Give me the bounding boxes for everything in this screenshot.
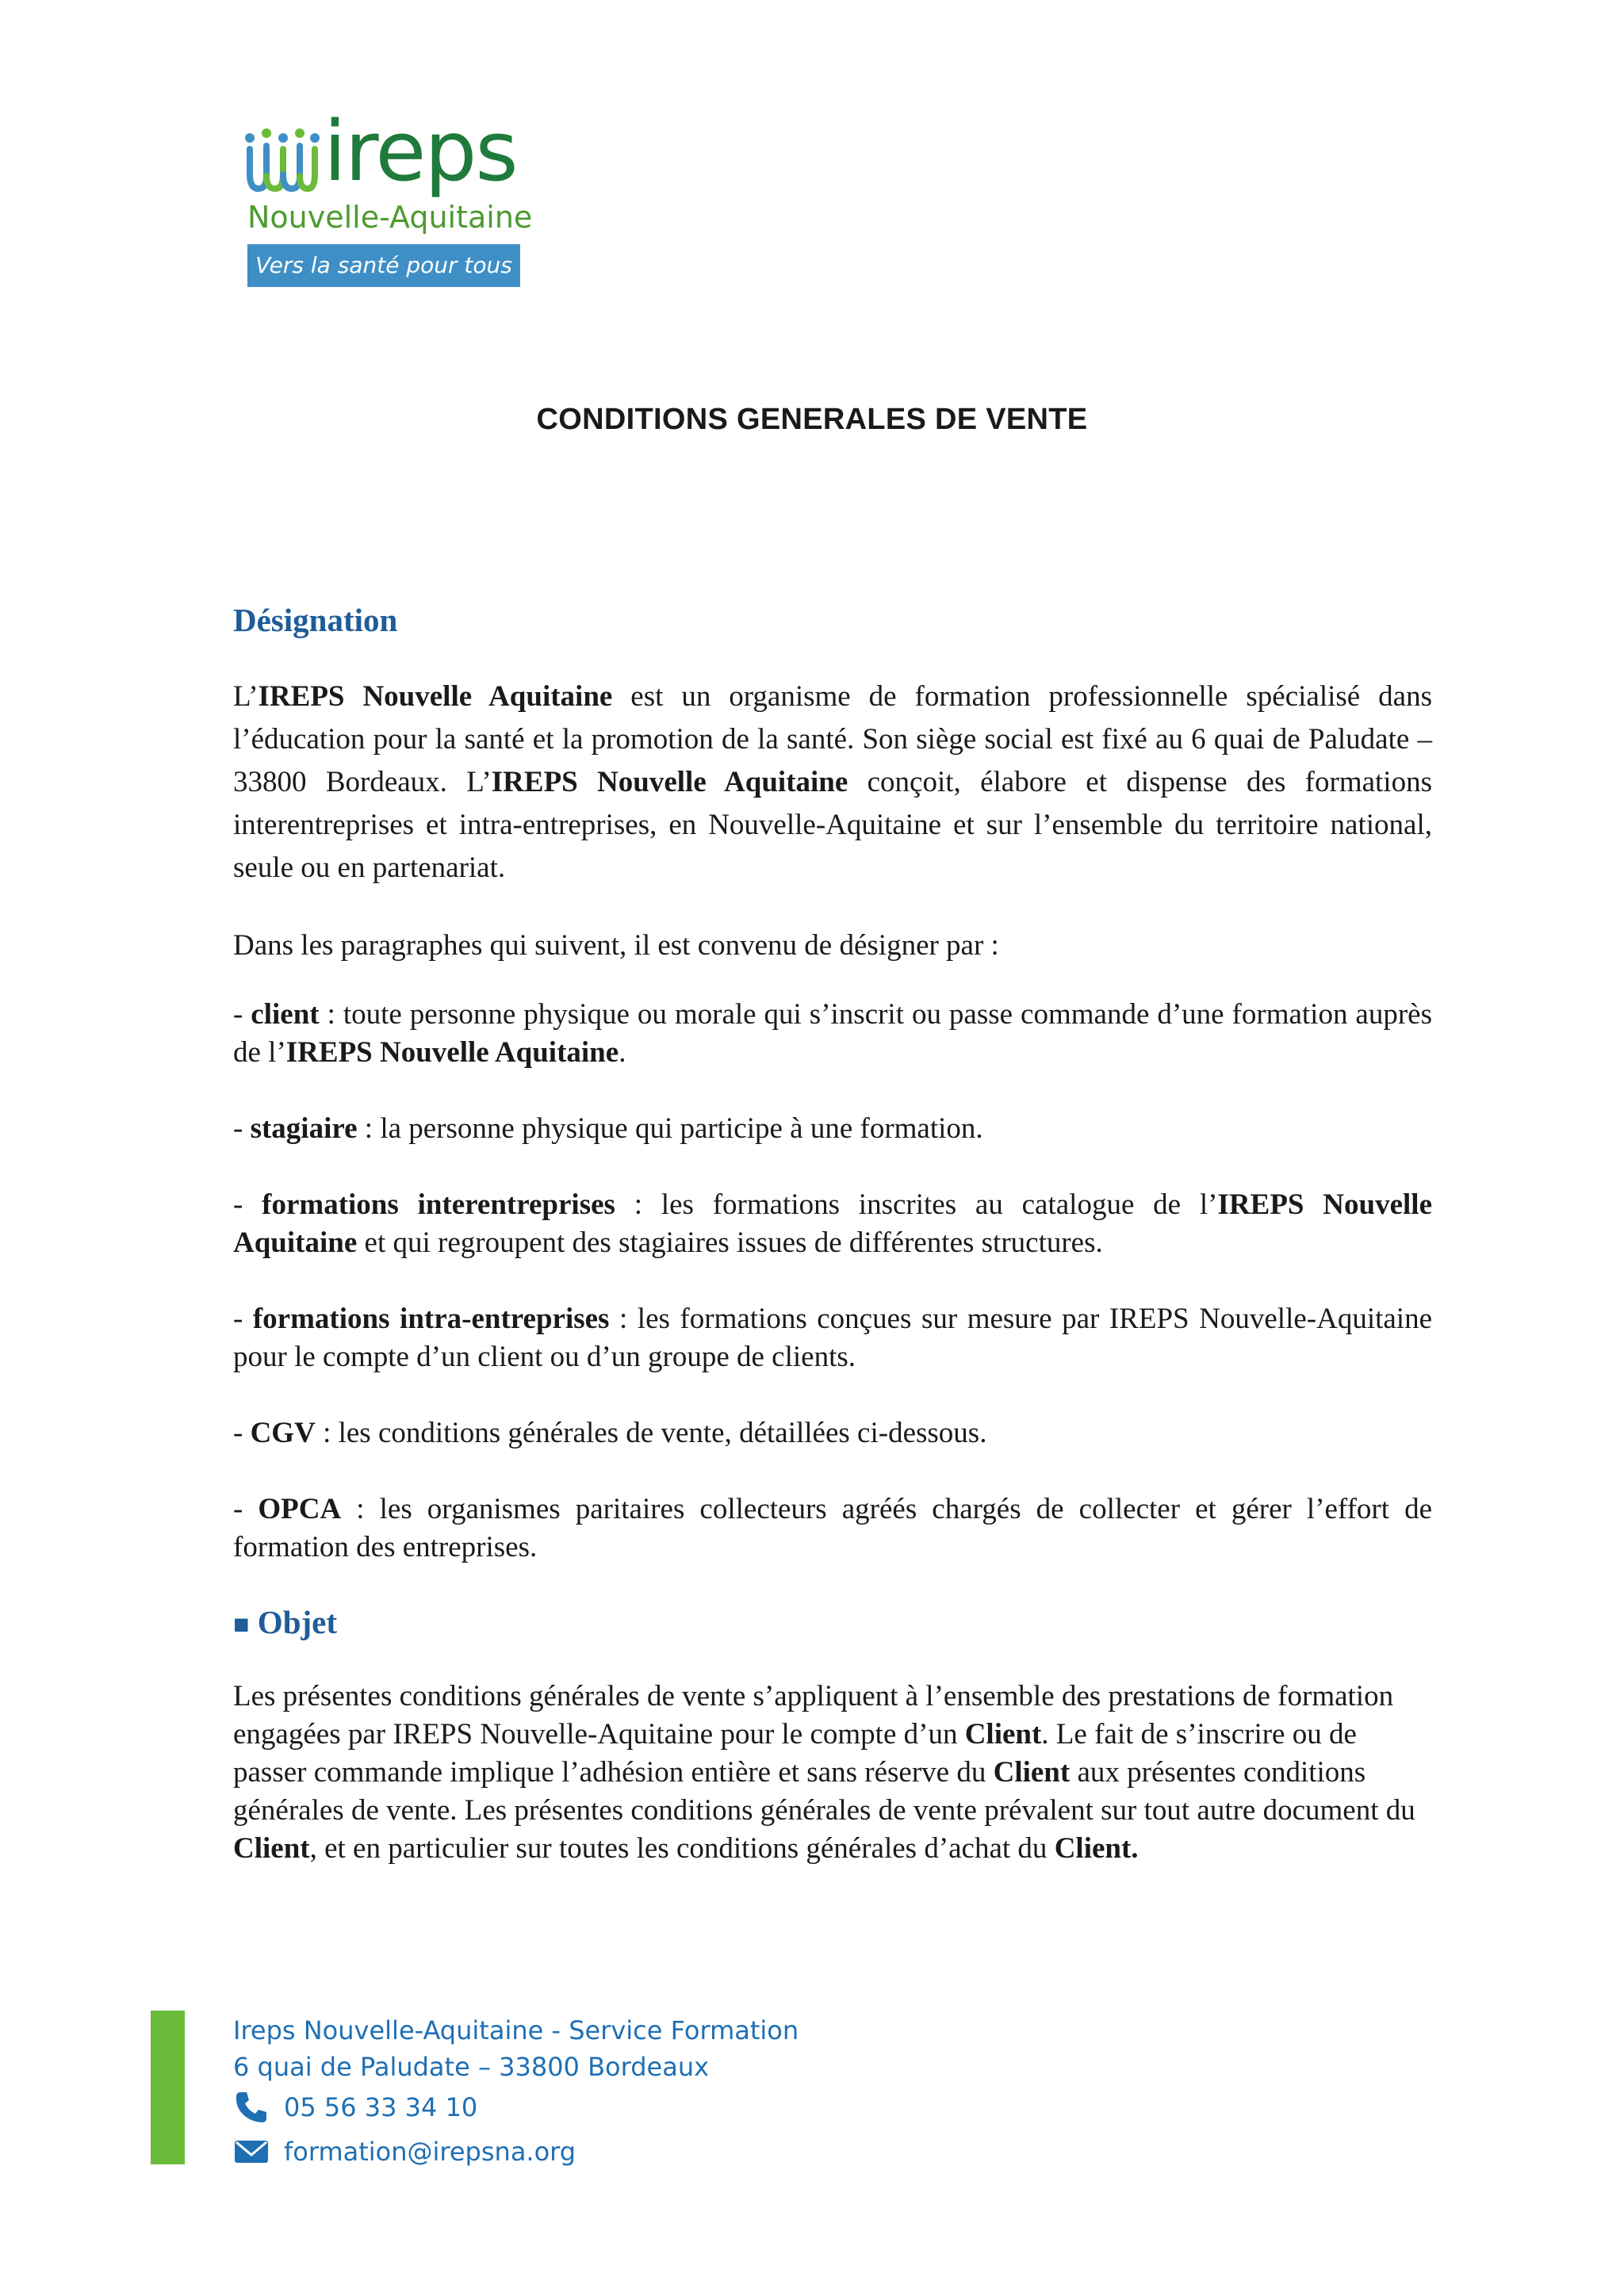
footer-address: 6 quai de Paludate – 33800 Bordeaux	[233, 2052, 710, 2082]
document-body	[233, 599, 1432, 1868]
footer-org: Ireps Nouvelle-Aquitaine - Service Formation	[233, 2015, 799, 2045]
logo-wordmark: ireps	[324, 103, 517, 200]
convention-sentence: Dans les paragraphes qui suivent, il est convenu de désigner par :	[233, 929, 999, 962]
definition-stagiaire: - stagiaire : la personne physique qui participe à une formation.	[233, 1112, 983, 1145]
footer-accent-bar	[151, 2011, 185, 2164]
logo-region: Nouvelle-Aquitaine	[247, 200, 533, 235]
definition-formations-intra-entreprises: - formations intra-entreprises : les formations conçues sur mesure par IREPS Nouvelle-Aquitaine pour le compte d’un client ou d’un groupe de clients.	[233, 1303, 1432, 1373]
people-figures-icon	[243, 127, 320, 193]
section-heading-designation: Désignation	[233, 602, 398, 638]
definition-formations-interentreprises: - formations interentreprises : les formations inscrites au catalogue de l’IREPS Nouvelle Aquitaine et qui regroupent des stagiaires issues de différentes structures.	[233, 1188, 1432, 1259]
definition-cgv: - CGV : les conditions générales de vente, détaillées ci-dessous.	[233, 1417, 987, 1449]
footer-phone-row	[233, 2085, 799, 2130]
page-title: CONDITIONS GENERALES DE VENTE	[536, 403, 1088, 436]
ireps-logo	[243, 103, 533, 293]
definition-client: - client : toute personne physique ou morale qui s’inscrit ou passe commande d’une formation auprès de l’IREPS Nouvelle Aquitaine.	[233, 998, 1432, 1069]
envelope-icon	[233, 2133, 270, 2170]
footer	[233, 2012, 799, 2174]
footer-email-link[interactable]: formation@irepsna.org	[284, 2137, 576, 2167]
definition-opca: - OPCA : les organismes paritaires collecteurs agréés chargés de collecter et gérer l’effort de formation des entreprises.	[233, 1493, 1432, 1563]
section-heading-objet: ■ Objet	[233, 1604, 337, 1640]
footer-email-row	[233, 2130, 799, 2174]
objet-body: Les présentes conditions générales de vente s’appliquent à l’ensemble des prestations de formation engagées par IREPS Nouvelle-Aquitaine pour le compte d’un Client. Le fait de s’inscrire ou de passer commande implique l’adhésion entière et sans réserve du Client aux présentes conditions générales de vente. Les présentes conditions générales de vente prévalent sur tout autre document du Client, et en particulier sur toutes les conditions générales d’achat du Client.	[233, 1680, 1415, 1865]
designation-intro: L’IREPS Nouvelle Aquitaine est un organisme de formation professionnelle spécialisé dans l’éducation pour la santé et la promotion de la santé. Son siège social est fixé au 6 quai de Paludate – 33800 Bordeaux. L’IREPS Nouvelle Aquitaine conçoit, élabore et dispense des formations interentreprises et intra-entreprises, en Nouvelle-Aquitaine et sur l’ensemble du territoire national, seule ou en partenariat.	[233, 680, 1432, 884]
footer-phone[interactable]: 05 56 33 34 10	[284, 2092, 478, 2122]
logo-tagline: Vers la santé pour tous	[247, 244, 520, 287]
phone-icon	[233, 2089, 270, 2126]
square-bullet-icon: ■	[233, 1610, 250, 1640]
